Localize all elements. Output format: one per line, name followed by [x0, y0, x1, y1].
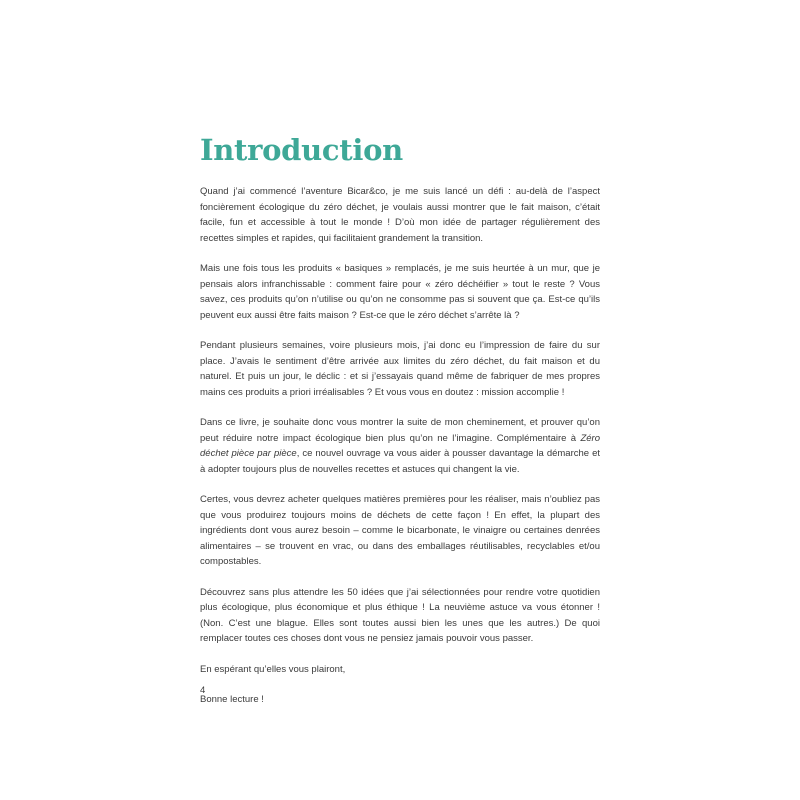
paragraph-1: Quand j’ai commencé l’aventure Bicar&co, je me suis lancé un défi : au-delà de l’aspect foncièrement écologique du zéro déchet, je voulais aussi montrer que le fait maison, c’était facile, fun et accessible à tout le monde ! D’où mon idée de partager régulièrement des recettes simples et rapides, qui facilitaient grandement la transition.: [200, 186, 600, 244]
page-title: Introduction: [200, 133, 403, 167]
closing-line: En espérant qu’elles vous plairont,: [200, 663, 346, 675]
body-text: [200, 184, 600, 723]
paragraph-2: Mais une fois tous les produits « basiques » remplacés, je me suis heurtée à un mur, que je pensais alors infranchissable : comment faire pour « zéro déchéifier » tout le reste ? Vous savez, ces produits qu’on n’utilise ou qu’on ne consomme pas si souvent que ça. Est-ce qu’ils peuvent eux aussi être faits maison ? Est-ce que le zéro déchet s’arrête là ?: [200, 263, 600, 321]
paragraph-4-text-after: , ce nouvel ouvrage va vous aider à pousser davantage la démarche et à adopter toujours plus de nouvelles recettes et astuces qui changent la vie.: [200, 448, 601, 475]
page-number: 4: [200, 685, 206, 696]
paragraph-6: Découvrez sans plus attendre les 50 idées que j’ai sélectionnées pour rendre votre quotidien plus écologique, plus économique et plus éthique ! La neuvième astuce va vous étonner ! (Non. C’est une blague. Elles sont toutes aussi bien les unes que les autres.) De quoi remplacer toutes ces choses dont vous ne pensiez jamais pouvoir vous passer.: [200, 586, 600, 644]
paragraph-5: Certes, vous devrez acheter quelques matières premières pour les réaliser, mais n’oubliez pas que vous produirez toujours moins de déchets de cette façon ! En effet, la plupart des ingrédients dont vous aurez besoin – comme le bicarbonate, le vinaigre ou certaines denrées alimentaires – se trouvent en vrac, ou dans des emballages réutilisables, recyclables et/ou compostables.: [200, 494, 600, 567]
paragraph-3: Pendant plusieurs semaines, voire plusieurs mois, j’ai donc eu l’impression de faire du sur place. J’avais le sentiment d’être arrivée aux limites du zéro déchet, du fait maison et du naturel. Et puis un jour, le déclic : et si j’essayais quand même de fabriquer de mes propres mains ces produits a priori irréalisables ? Et vous vous en doutez : mission accomplie !: [200, 340, 600, 398]
paragraph-4-text-before: Dans ce livre, je souhaite donc vous montrer la suite de mon cheminement, et prouver qu’on peut réduire notre impact écologique bien plus qu’on ne l’imagine. Complémentaire à: [200, 417, 600, 444]
book-title-reference: Zéro déchet pièce par pièce: [200, 432, 600, 459]
sign-off: Bonne lecture !: [200, 694, 264, 705]
paragraph-4: [200, 415, 600, 477]
